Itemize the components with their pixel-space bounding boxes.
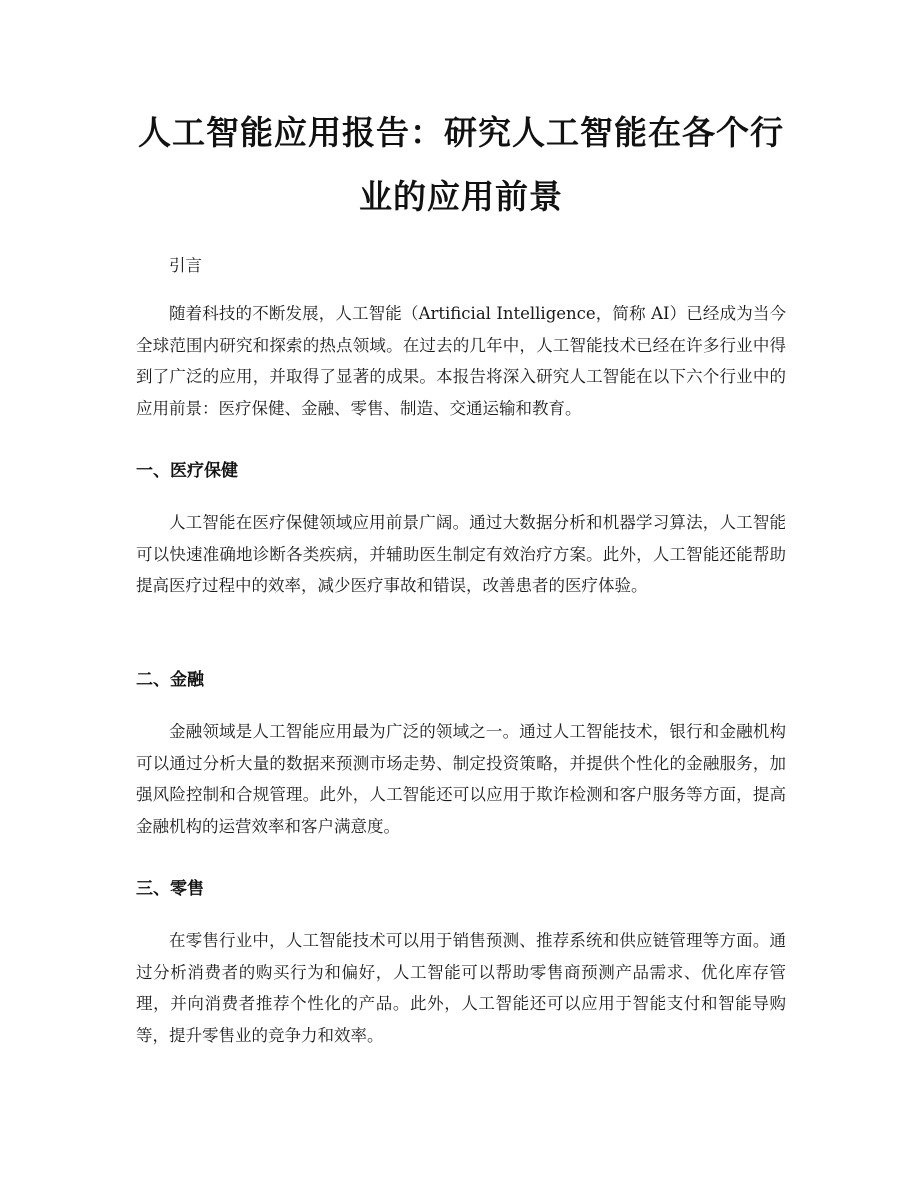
document-title: 人工智能应用报告：研究人工智能在各个行业的应用前景: [138, 113, 784, 216]
intro-paragraph: 随着科技的不断发展，人工智能（Artificial Intelligence，简称 AI）已经成为当今全球范围内研究和探索的热点领域。在过去的几年中，人工智能技术已经在许多行业中得到了广泛的应用，并取得了显著的成果。本报告将深入研究人工智能在以下六个行业中的应用前景：医疗保健、金融、零售、制造、交通运输和教育。: [136, 304, 786, 418]
section-paragraph-finance: 金融领域是人工智能应用最为广泛的领域之一。通过人工智能技术，银行和金融机构可以通过分析大量的数据来预测市场走势、制定投资策略，并提供个性化的金融服务，加强风险控制和合规管理。此外，人工智能还可以应用于欺诈检测和客户服务等方面，提高金融机构的运营效率和客户满意度。: [136, 722, 786, 836]
section-paragraph-retail: 在零售行业中，人工智能技术可以用于销售预测、推荐系统和供应链管理等方面。通过分析消费者的购买行为和偏好，人工智能可以帮助零售商预测产品需求、优化库存管理，并向消费者推荐个性化的产品。此外，人工智能还可以应用于智能支付和智能导购等，提升零售业的竞争力和效率。: [136, 931, 786, 1045]
section-heading-finance: 二、金融: [136, 670, 204, 690]
section-heading-healthcare: 一、医疗保健: [136, 461, 238, 481]
section-paragraph-healthcare: 人工智能在医疗保健领域应用前景广阔。通过大数据分析和机器学习算法，人工智能可以快速准确地诊断各类疾病，并辅助医生制定有效治疗方案。此外，人工智能还能帮助提高医疗过程中的效率，减少医疗事故和错误，改善患者的医疗体验。: [136, 513, 786, 595]
section-heading-retail: 三、零售: [136, 879, 204, 899]
intro-label: 引言: [169, 256, 202, 275]
